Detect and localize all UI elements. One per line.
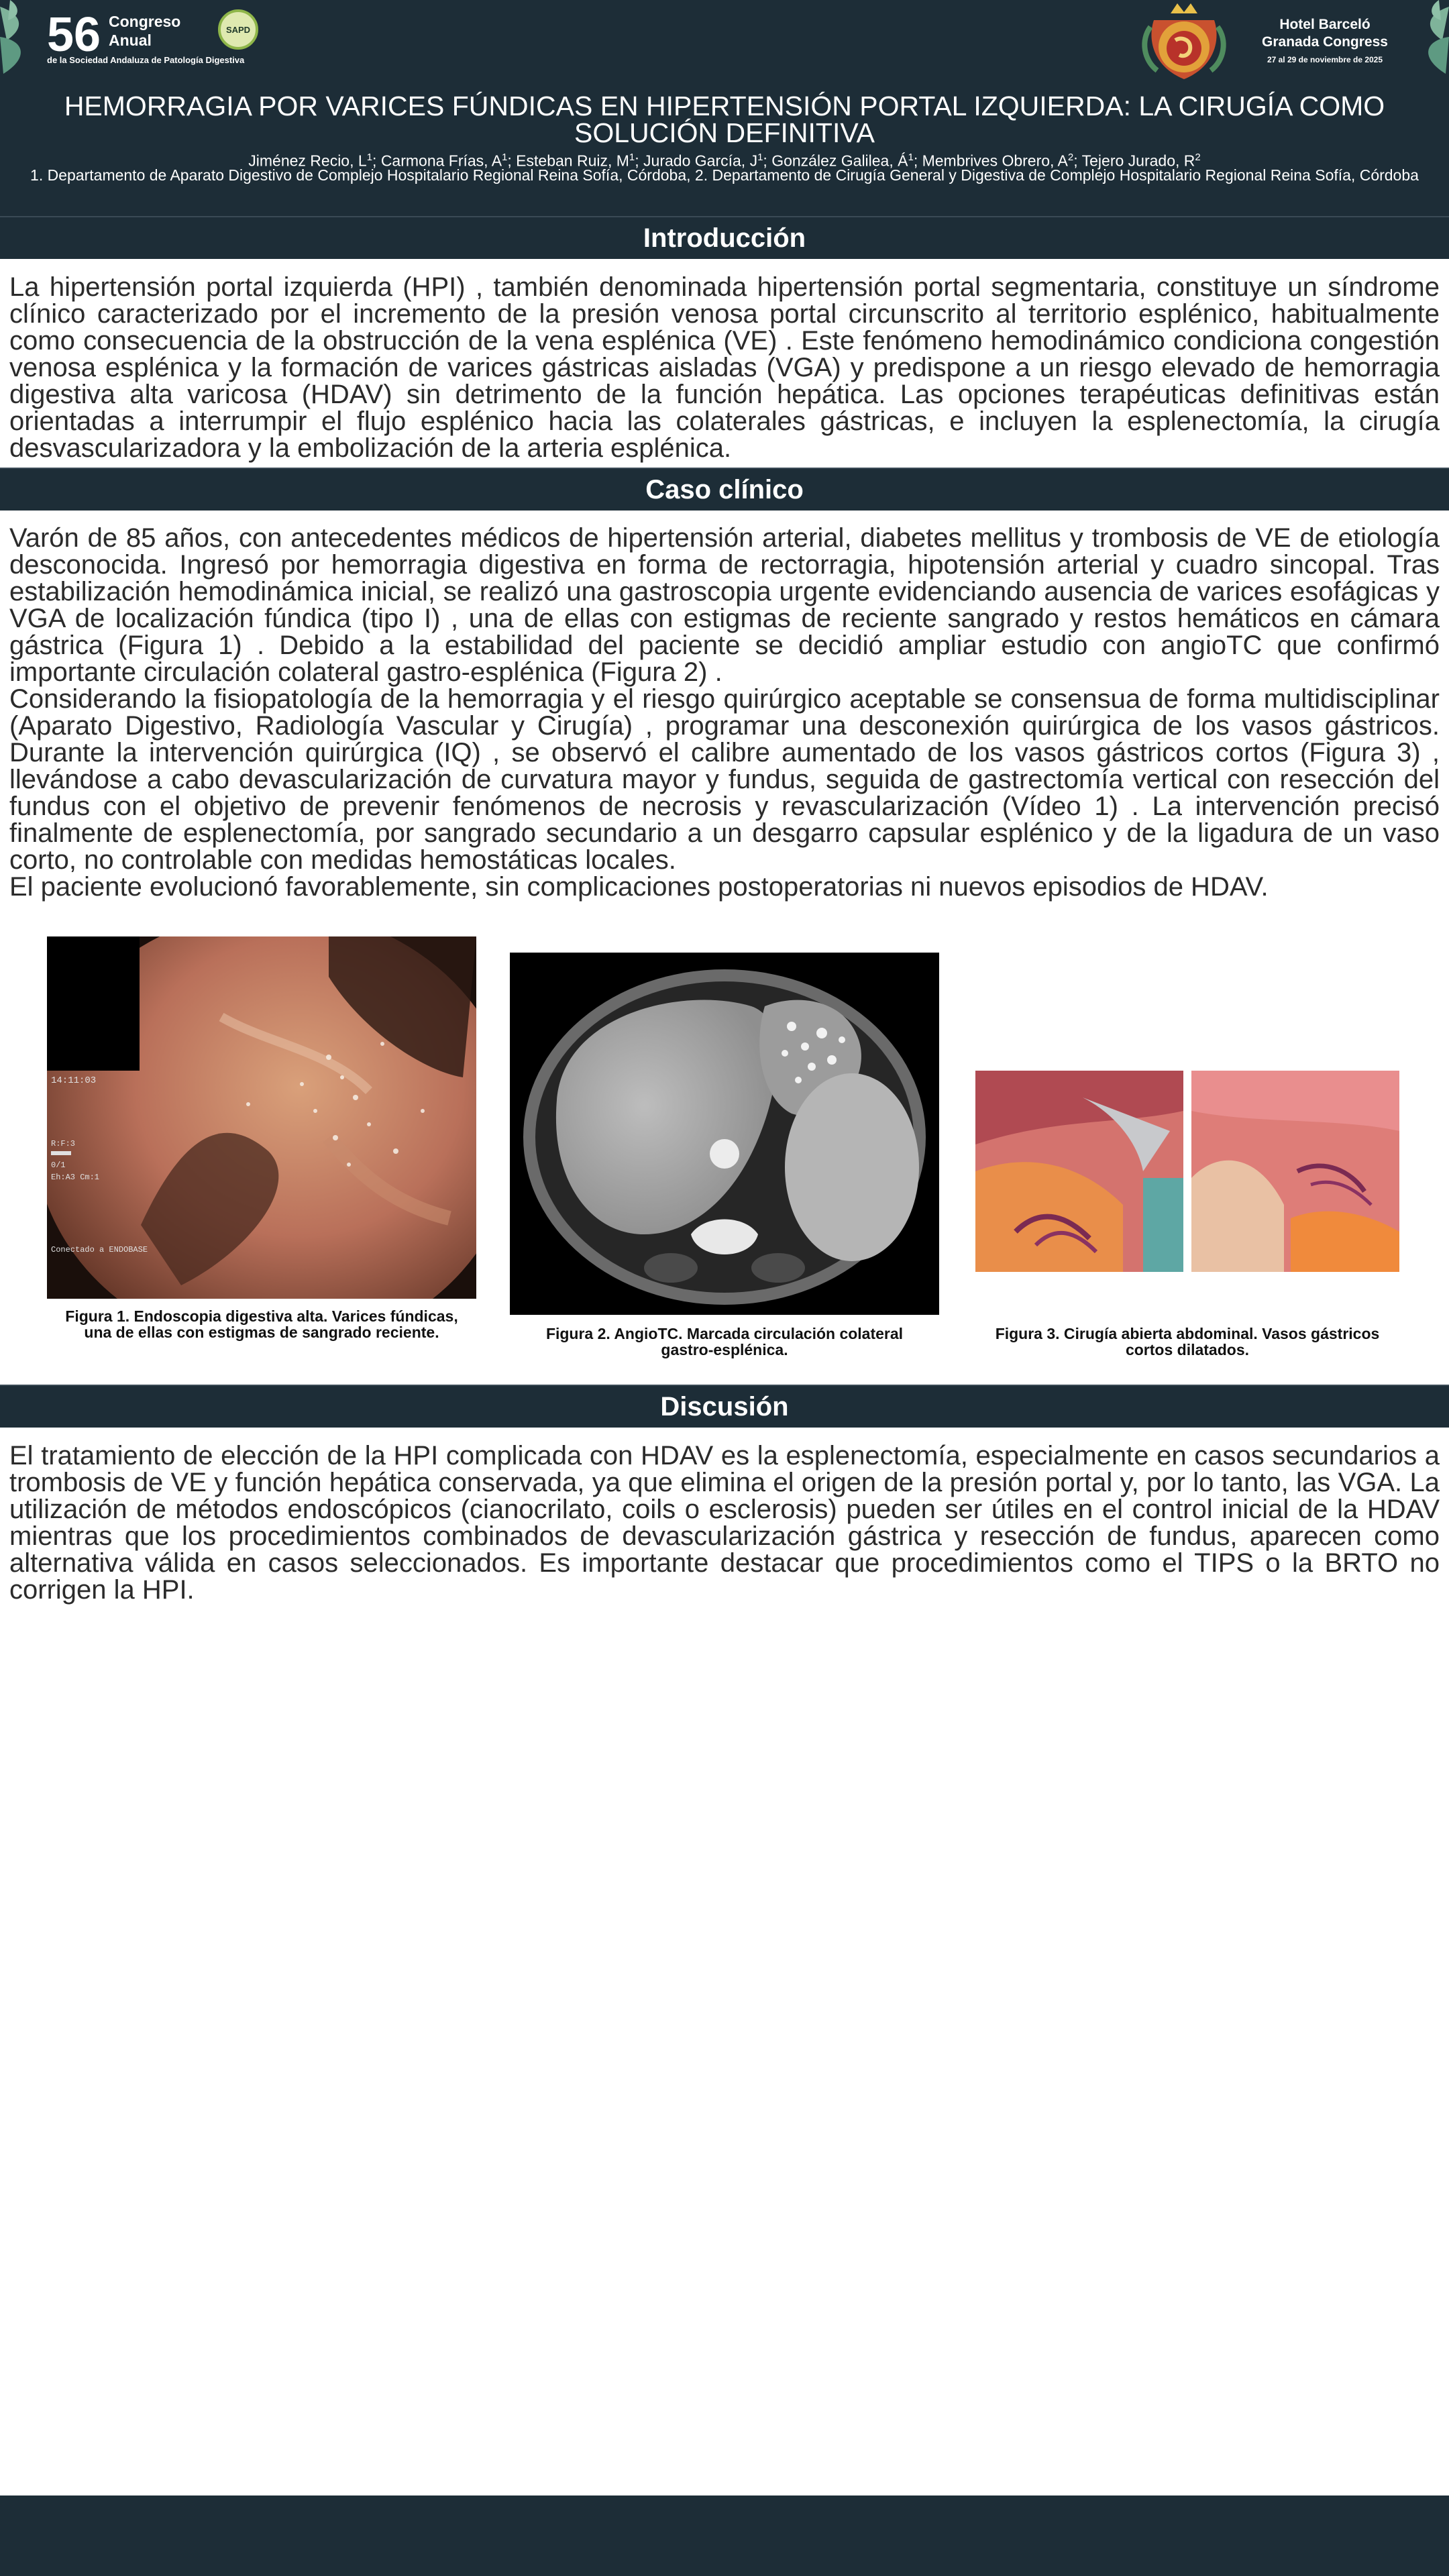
author-affiliation-number: 2 [1067, 152, 1074, 163]
section-heading-caso-clinico: Caso clínico [0, 468, 1449, 511]
poster-title: HEMORRAGIA POR VARICES FÚNDICAS EN HIPERTENSIÓN PORTAL IZQUIERDA: LA CIRUGÍA COMO SOLUCIÓN DEFINITIVA [64, 91, 1385, 148]
figure-3-caption: Figura 3. Cirugía abierta abdominal. Vasos gástricos cortos dilatados. [995, 1325, 1380, 1358]
figure-1-caption: Figura 1. Endoscopia digestiva alta. Varices fúndicas, una de ellas con estigmas de sangrado reciente. [65, 1307, 458, 1341]
endoscopy-overlay-time: 14:11:03 [51, 1075, 97, 1086]
venue-line-1: Hotel Barceló [1279, 17, 1371, 32]
poster-footer [0, 2496, 1449, 2576]
leaf-decoration-right-icon [1409, 0, 1449, 80]
granada-emblem-icon [1140, 0, 1228, 83]
endoscopy-overlay-rf: R:F:3 [51, 1139, 76, 1148]
author-name: González Galilea, Á [771, 152, 908, 170]
society-name: de la Sociedad Andaluza de Patología Digestiva [47, 55, 245, 65]
author-name: Jiménez Recio, L [248, 152, 367, 170]
endoscopy-overlay-eh: Eh:A3 Cm:1 [51, 1173, 100, 1182]
endoscopy-overlay-ratio: 0/1 [51, 1161, 66, 1170]
author-name: Carmona Frías, A [380, 152, 502, 170]
author-affiliation-number: 1 [908, 152, 914, 163]
intro-paragraph: La hipertensión portal izquierda (HPI) , también denominada hipertensión portal segmentaria, constituye un síndrome clínico caracterizado por el incremento de la presión venosa portal circunscrito al territorio esplénico, habitualmente como consecuencia de la obstrucción de la vena esplénica (VE) . Este fenómeno hemodinámico condiciona congestión venosa esplénica y la formación de varices gástricas aisladas (VGA) y predispone a un riesgo elevado de hemorragia digestiva alta varicosa (HDAV) sin detrimento de la función hepática. Las opciones terapéuticas definitivas están orientadas a interrumpir el flujo esplénico hacia las colaterales gástricas, e incluyen la esplenectomía, la cirugía desvascularizadora y la embolización de la arteria esplénica. [9, 272, 1440, 463]
congress-label [109, 12, 180, 50]
discussion-paragraph: El tratamiento de elección de la HPI complicada con HDAV es la esplenectomía, especialmente en casos secundarios a trombosis de VE y función hepática conservada, ya que elimina el origen de la presión portal y, por lo tanto, las VGA. La utilización de métodos endoscópicos (cianocrilato, coils o esclerosis) pueden ser útiles en el control inicial de la HDAV mientras que los procedimientos combinados de devascularización gástrica y resección de fundus, aparecen como alternativa válida en casos seleccionados. Es importante destacar que procedimientos como el TIPS o la BRTO no corrigen la HPI. [9, 1441, 1440, 1605]
figure-2-caption: Figura 2. AngioTC. Marcada circulación colateral gastro-esplénica. [545, 1325, 904, 1358]
case-paragraph-3: El paciente evolucionó favorablemente, sin complicaciones postoperatorias ni nuevos episodios de HDAV. [9, 872, 1269, 902]
author-affiliation-number: 1 [757, 152, 763, 163]
endoscopy-overlay-connection: Conectado a ENDOBASE [51, 1245, 148, 1254]
venue-dates: 27 al 29 de noviembre de 2025 [1267, 55, 1383, 64]
author-affiliation-number: 1 [502, 152, 508, 163]
congress-logo [47, 8, 288, 68]
leaf-decoration-left-icon [0, 0, 40, 80]
venue-info [1248, 16, 1402, 64]
case-paragraph-2: Considerando la fisiopatología de la hemorragia y el riesgo quirúrgico aceptable se consensua de forma multidisciplinar (Aparato Digestivo, Radiología Vascular y Cirugía) , programar una desconexión quirúrgica de los vasos gástricos. Durante la intervención quirúrgica (IQ) , se observó el calibre aumentado de los vasos gástricos cortos (Figura 3) , llevándose a cabo devascularización de curvatura mayor y fundus, seguida de gastrectomía vertical con resección del fundus con el objetivo de prevenir fenómenos de necrosis y revascularización (Vídeo 1) . La intervención precisó finalmente de esplenectomía, por sangrado secundario a un desgarro capsular esplénico y de la ligadura de un vaso corto, no controlable con medidas hemostáticas locales. [9, 684, 1440, 875]
author-list: Jiménez Recio, $L^1$; Carmona Frías, $A^1$; Esteban Ruiz, $M^1$; Jurado García, $J^1$; González Galilea, $Á^1$; Membrives Obrero, $A^2$; Tejero Jurado, $R^2$ [248, 152, 1201, 170]
congress-word-2: Anual [109, 32, 152, 49]
affiliations: 1. Departamento de Aparato Digestivo de Complejo Hospitalario Regional Reina Sofía, Córdoba, 2. Departamento de Cirugía General y Digestiva de Complejo Hospitalario Regional Reina Sofía, Córdoba [30, 166, 1419, 184]
sapd-logo-icon: SAPD [218, 9, 258, 50]
venue-line-2: Granada Congress [1262, 34, 1388, 50]
section-heading-introduccion: Introducción [0, 216, 1449, 259]
congress-number: 56 [47, 8, 101, 62]
case-paragraph-1: Varón de 85 años, con antecedentes médicos de hipertensión arterial, diabetes mellitus y trombosis de VE de etiología desconocida. Ingresó por hemorragia digestiva en forma de rectorragia, hipotensión arterial y cuadro sincopal. Tras estabilización hemodinámica inicial, se realizó una gastroscopia urgente evidenciando ausencia de varices esofágicas y VGA de localización fúndica (tipo I) , una de ellas con estigmas de reciente sangrado y restos hemáticos en cámara gástrica (Figura 1) . Debido a la estabilidad del paciente se decidió ampliar estudio con angioTC que confirmó importante circulación colateral gastro-esplénica (Figura 2) . [9, 523, 1440, 687]
poster-header [0, 0, 1449, 216]
author-name: Tejero Jurado, R [1081, 152, 1195, 170]
figure-2-ct-image [510, 953, 939, 1315]
author-affiliation-number: 1 [629, 152, 635, 163]
intro-text [9, 274, 1440, 462]
section-heading-discusion: Discusión [0, 1385, 1449, 1428]
author-affiliation-number: 1 [366, 152, 373, 163]
author-name: Jurado García, J [643, 152, 758, 170]
author-name: Membrives Obrero, A [922, 152, 1068, 170]
discussion-text [9, 1442, 1440, 1603]
figure-3-surgery-images [975, 1071, 1399, 1272]
author-name: Esteban Ruiz, M [516, 152, 629, 170]
figure-1-endoscopy-image [47, 936, 476, 1299]
congress-word-1: Congreso [109, 13, 181, 30]
case-text [9, 525, 1440, 900]
author-affiliation-number: 2 [1195, 152, 1201, 163]
